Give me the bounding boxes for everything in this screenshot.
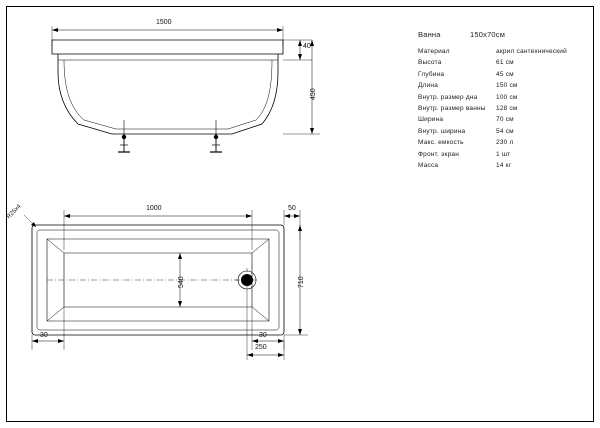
spec-title-row <box>418 30 578 39</box>
spec-row <box>418 59 578 66</box>
spec-title-label: Ванна <box>418 30 441 39</box>
spec-value: 61 см <box>496 59 514 67</box>
spec-row <box>418 94 578 101</box>
spec-label: Длина <box>418 82 439 90</box>
dim-top-inner-length: 1000 <box>146 205 162 212</box>
dim-top-right-offset: 30 <box>259 332 267 339</box>
spec-label: Глубина <box>418 70 445 78</box>
spec-row <box>418 162 578 169</box>
spec-label: Макс. емкость <box>418 139 464 147</box>
dim-top-left-offset: 30 <box>40 332 48 339</box>
dim-top-corner-radius: R25x4 <box>6 203 23 221</box>
spec-value: 100 см <box>496 93 518 101</box>
spec-label: Фронт. экран <box>418 150 460 158</box>
spec-value: 1 шт <box>496 150 511 158</box>
spec-value: 54 см <box>496 127 514 135</box>
spec-label: Материал <box>418 48 450 55</box>
spec-row <box>418 105 578 112</box>
spec-value: 45 см <box>496 70 514 78</box>
spec-row <box>418 139 578 146</box>
spec-label: Масса <box>418 161 439 169</box>
dim-side-length: 1500 <box>156 19 172 26</box>
spec-label: Высота <box>418 59 442 67</box>
spec-row <box>418 151 578 158</box>
spec-row <box>418 71 578 78</box>
spec-value: 230 л <box>496 139 514 147</box>
dim-top-end-gap: 50 <box>288 205 296 212</box>
dim-top-drain-offset: 250 <box>255 344 267 351</box>
spec-row <box>418 48 578 55</box>
spec-row <box>418 82 578 89</box>
dim-side-height: 450 <box>310 88 317 100</box>
spec-value: 70 см <box>496 116 514 124</box>
spec-label: Внутр. размер ванны <box>418 104 486 112</box>
dim-side-rim: 40 <box>303 43 311 50</box>
spec-title-value: 150x70см <box>470 30 506 39</box>
spec-label: Внутр. ширина <box>418 127 466 135</box>
spec-label: Ширина <box>418 116 444 124</box>
spec-row <box>418 116 578 123</box>
spec-value: 150 см <box>496 82 518 90</box>
specification-block <box>418 30 578 173</box>
dim-top-inner-width: 540 <box>178 276 185 288</box>
spec-label: Внутр. размер дна <box>418 93 478 101</box>
spec-row <box>418 128 578 135</box>
spec-value: 128 см <box>496 104 518 112</box>
spec-value: акрил сантехнический <box>496 48 567 55</box>
spec-value: 14 кг <box>496 161 512 169</box>
dim-top-total-width: 710 <box>298 276 305 288</box>
